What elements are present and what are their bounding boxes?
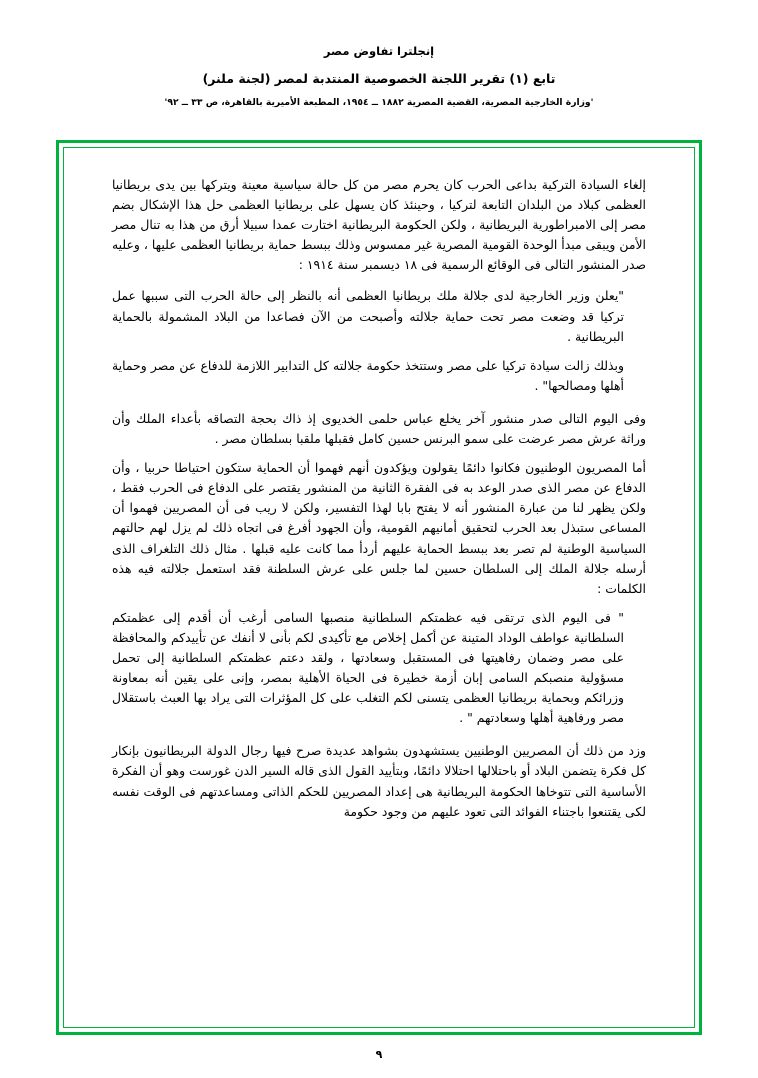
paragraph: وفى اليوم التالى صدر منشور آخر يخلع عباس حلمى الخديوى إذ ذاك بحجة التصاقه بأعداء الملك وأن وراثة عرش مصر عرضت على سمو البرنس حسين كامل فقبلها ملقبا بسلطان مصر .: [112, 410, 646, 447]
header-subtitle: تابع (١) تقرير اللجنة الخصوصية المنتدبة لمصر (لجنة ملنر): [202, 71, 556, 86]
header-title: إنجلترا تفاوض مصر: [323, 44, 435, 58]
document-body: [112, 175, 646, 831]
paragraph: "يعلن وزير الخارجية لدى جلالة ملك بريطانيا العظمى أنه بالنظر إلى حالة الحرب التى سببها عمل تركيا قد وضعت مصر تحت حماية جلالته وأصبحت من الآن فصاعدا من البلاد المشمولة بالحماية البريطانية .: [112, 288, 624, 344]
paragraph: " فى اليوم الذى ترتقى فيه عظمتكم السلطانية منصبها السامى أرغب أن أقدم إلى عظمتكم السلطانية عواطف الوداد المتينة عن أكمل إخلاص مع تأكيدى لكم بأنى لا أنفك عن تأييدكم والمحافظة على مصر وضمان رفاهيتها فى المستقبل وسعادتها ، ولقد دعتم عظمتكم السلطانية إلى تحمل مسؤولية منصبكم السامى إبان أزمة خطيرة فى الحياة الأهلية بمصر، وإنى على يقين أنه بمعاونة وزرائكم وبحماية بريطانيا العظمى يتسنى لكم التغلب على كل المؤثرات التى يراد بها العبث باستقلال مصر ورفاهية أهلها وسعادتهم " .: [112, 609, 624, 726]
paragraph: وبذلك زالت سيادة تركيا على مصر وستتخذ حكومة جلالته كل التدابير اللازمة للدفاع عن مصر وحماية أهلها ومصالحها" .: [112, 357, 624, 393]
document-header: [0, 0, 758, 108]
page-number: ٩: [375, 1048, 383, 1061]
paragraph: إلغاء السيادة التركية بداعى الحرب كان يحرم مصر من كل حالة سياسية معينة ويتركها بين يدى بريطانيا العظمى كبلاد من البلدان التابعة لتركيا ، وحينئذ كان يسهل على بريطانيا العظمى حل هذا الإشكال بضم مصر إلى الامبراطورية البريطانية ، ولكن الحكومة البريطانية اختارت عمدا سبيلا أرق من هذا به تنال مصر الأمن ويبقى مبدأ الوحدة القومية المصرية غير ممسوس وذلك ببسط حماية بريطانيا العظمى عليها ، وعليه صدر المنشور التالى فى الوقائع الرسمية فى ١٨ ديسمبر سنة ١٩١٤ :: [112, 177, 646, 273]
header-source-citation: 'وزارة الخارجية المصرية، القضية المصرية ١٨٨٢ ــ ١٩٥٤، المطبعة الأميرية بالقاهرة، ص ٣٣ ــ ٩٢': [164, 97, 594, 108]
paragraph: أما المصريون الوطنيون فكانوا دائمًا يقولون ويؤكدون أنهم فهموا أن الحماية ستكون احتياطا حربيا ، وأن الدفاع عن مصر الذى صدر الوعد به فى الفقرة الثانية من المنشور يقتصر على الدفاع فى الحرب فقط ، ولكن يظهر لنا من عبارة المنشور أنه لا يفتح بابا لهذا التفسير، ولكن لا ريب فى أن المصريين فهموا أن المساعى ستبذل بعد الحرب لتحقيق أمانيهم القومية، وأن الجهود أفرغ فى اتجاه ذلك لم يزل لهم حالتهم السياسية الوطنية لم تصر بعد ببسط الحماية عليهم أردأ مما كانت عليه قبلها . مثال ذلك التلغراف الذى أرسله جلالة الملك إلى السلطان حسين لما جلس على عرش السلطنة فقد استعمل جلالته فيه هذه الكلمات :: [112, 460, 646, 596]
paragraph: وزد من ذلك أن المصريين الوطنيين يستشهدون بشواهد عديدة صرح فيها رجال الدولة البريطانيون بإنكار كل فكرة يتضمن البلاد أو باحتلالها احتلالا دائمًا، وبتأييد القول الذى قاله السير الدن غورست وهو أن الفكرة الأساسية التى تتوخاها الحكومة البريطانية هى إعداد المصريين للحكم الذاتى ومساعدتهم فى الوقت نفسه لكى يقتنعوا باجتناء الفوائد التى تعود عليهم من وجود حكومة: [112, 743, 646, 819]
